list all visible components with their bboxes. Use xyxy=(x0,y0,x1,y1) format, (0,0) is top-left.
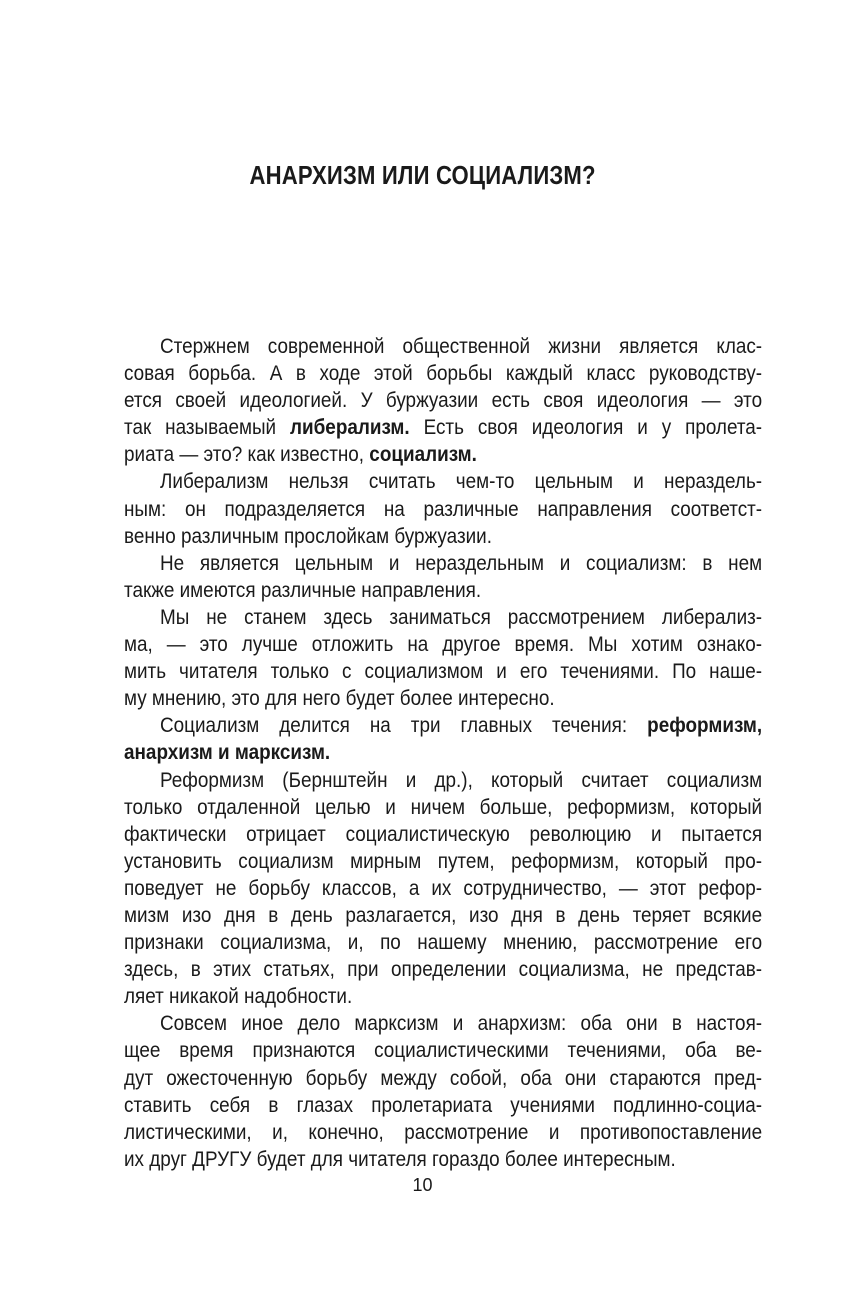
text-segment: фактически отрицает социалистическую революцию и пытается xyxy=(124,822,763,846)
text-segment: венно различным прослойкам буржуазии. xyxy=(124,524,492,548)
text-line xyxy=(124,1037,762,1064)
text-segment: Есть своя идеология и у пролета- xyxy=(409,416,763,440)
text-segment: признаки социализма, и, по нашему мнению, рассмотрение его xyxy=(124,931,763,955)
text-line xyxy=(124,1010,762,1037)
text-line xyxy=(124,956,762,983)
text-segment: ляет никакой надобности. xyxy=(124,985,353,1009)
text-line xyxy=(124,360,762,387)
text-segment: Стержнем современной общественной жизни является клас- xyxy=(160,335,763,358)
text-segment: поведует не борьбу классов, а их сотрудничество, — этот рефор- xyxy=(124,876,763,900)
text-segment: ставить себя в глазах пролетариата учениями подлинно-социа- xyxy=(124,1093,763,1117)
bold-term: социализм. xyxy=(369,443,477,467)
text-line xyxy=(124,685,762,712)
text-line xyxy=(124,441,762,468)
text-segment: Совсем иное дело марксизм и анархизм: оба они в настоя- xyxy=(160,1012,763,1036)
text-segment: мить читателя только с социализмом и его течениями. По наше- xyxy=(124,660,763,684)
text-segment: установить социализм мирным путем, реформизм, который про- xyxy=(124,849,763,873)
chapter-title-text: АНАРХИЗМ ИЛИ СОЦИАЛИЗМ? xyxy=(249,160,596,190)
text-line xyxy=(124,468,762,495)
text-line xyxy=(124,929,762,956)
bold-term: реформизм, xyxy=(647,714,763,738)
text-line xyxy=(124,1065,762,1092)
text-line xyxy=(124,983,762,1010)
text-segment: также имеются различные направления. xyxy=(124,578,482,602)
bold-term: либерализм. xyxy=(290,416,410,440)
text-segment: так называемый xyxy=(124,416,291,440)
text-line xyxy=(124,794,762,821)
paragraph xyxy=(124,550,762,604)
bold-term: анархизм и марксизм. xyxy=(124,741,331,765)
text-line xyxy=(124,577,762,604)
paragraph xyxy=(124,1010,762,1173)
text-line xyxy=(124,712,762,739)
text-segment: Не является цельным и нераздельным и социализм: в нем xyxy=(160,551,763,575)
text-line xyxy=(124,902,762,929)
text-line xyxy=(124,631,762,658)
text-segment: ется своей идеологией. У буржуазии есть своя идеология — это xyxy=(124,389,763,413)
text-line xyxy=(124,496,762,523)
text-segment: дут ожесточенную борьбу между собой, оба они стараются пред- xyxy=(124,1066,763,1090)
text-line xyxy=(124,523,762,550)
text-segment: Либерализм нельзя считать чем-то цельным и нераздель- xyxy=(160,470,763,494)
text-segment: щее время признаются социалистическими течениями, оба ве- xyxy=(124,1039,763,1063)
paragraph xyxy=(124,604,762,712)
text-line xyxy=(124,387,762,414)
text-line xyxy=(124,333,762,360)
text-segment: ма, — это лучше отложить на другое время. Мы хотим ознако- xyxy=(124,633,763,657)
text-line xyxy=(124,658,762,685)
text-segment: Мы не станем здесь заниматься рассмотрением либерализ- xyxy=(160,605,763,629)
text-line xyxy=(124,739,762,766)
text-segment: Социализм делится на три главных течения: xyxy=(160,714,648,738)
text-line xyxy=(124,1119,762,1146)
paragraph xyxy=(124,767,762,1011)
text-segment: му мнению, это для него будет более интересно. xyxy=(124,687,555,711)
text-line xyxy=(124,550,762,577)
text-segment: риата — это? как известно, xyxy=(124,443,370,467)
text-segment: Реформизм (Бернштейн и др.), который считает социализм xyxy=(160,768,763,792)
text-line xyxy=(124,414,762,441)
paragraph xyxy=(124,333,762,468)
paragraph xyxy=(124,468,762,549)
text-line xyxy=(124,767,762,794)
text-segment: листическими, и, конечно, рассмотрение и противопоставление xyxy=(124,1120,763,1144)
text-segment: здесь, в этих статьях, при определении социализма, не представ- xyxy=(124,958,763,982)
text-line xyxy=(124,604,762,631)
text-segment: ным: он подразделяется на различные направления соответст- xyxy=(124,497,763,521)
text-line xyxy=(124,1146,762,1173)
body-text xyxy=(124,333,762,1173)
text-segment: совая борьба. А в ходе этой борьбы каждый класс руководству- xyxy=(124,362,763,386)
text-line xyxy=(124,848,762,875)
text-line xyxy=(124,1092,762,1119)
text-line xyxy=(124,875,762,902)
text-line xyxy=(124,821,762,848)
page-number: 10 xyxy=(412,1175,433,1195)
paragraph xyxy=(124,712,762,766)
text-segment: мизм изо дня в день разлагается, изо дня в день теряет всякие xyxy=(124,903,763,927)
chapter-title xyxy=(0,160,845,191)
text-segment: только отдаленной целью и ничем больше, реформизм, который xyxy=(124,795,763,819)
text-segment: их друг ДРУГУ будет для читателя гораздо более интересным. xyxy=(124,1147,676,1171)
